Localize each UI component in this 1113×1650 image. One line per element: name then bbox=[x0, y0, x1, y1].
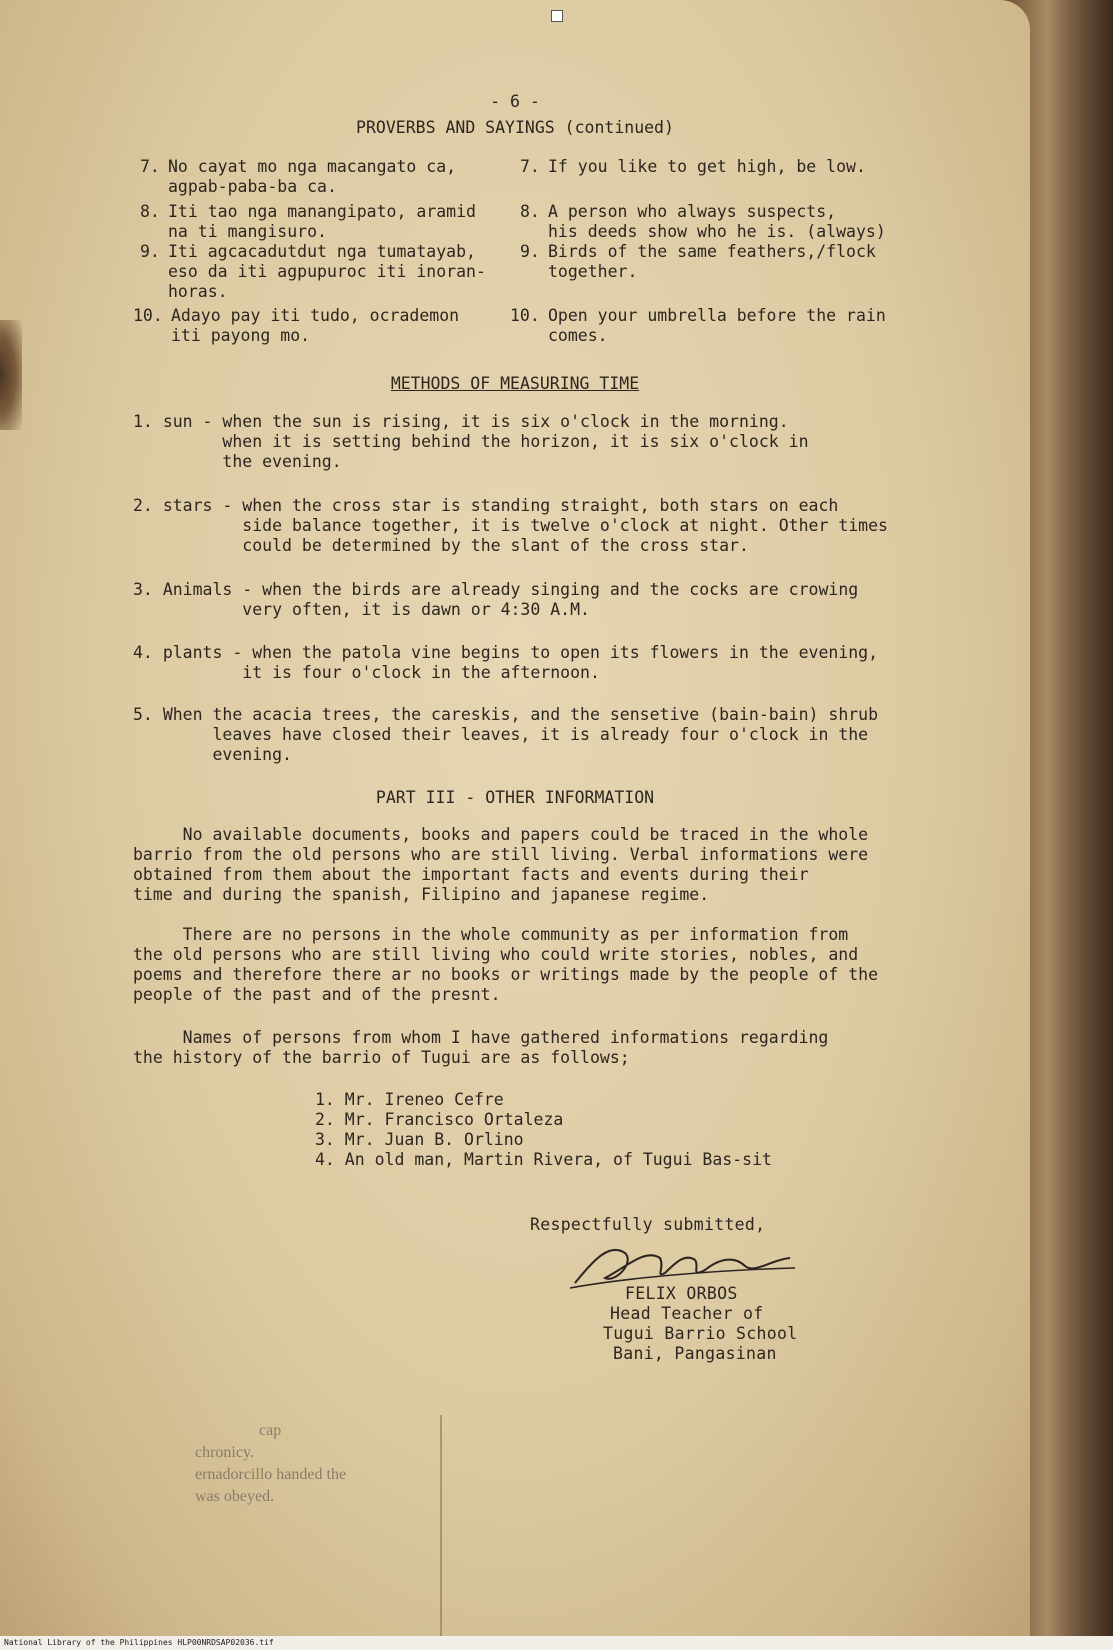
scanner-marker-icon bbox=[551, 10, 563, 22]
proverb-8-ilocano: 8. Iti tao nga manangipato, aramid na ti mangisuro. bbox=[140, 202, 476, 241]
list-item: 4. An old man, Martin Rivera, of Tugui Bas-sit bbox=[315, 1150, 772, 1169]
scan-footer: National Library of the Philippines HLP00NRDSAP02036.tif bbox=[0, 1636, 1113, 1650]
proverbs-title: PROVERBS AND SAYINGS (continued) bbox=[356, 118, 674, 137]
list-item: 2. Mr. Francisco Ortaleza bbox=[315, 1110, 564, 1129]
signer-place: Bani, Pangasinan bbox=[613, 1344, 777, 1363]
proverb-9-ilocano: 9. Iti agcacadutdut nga tumatayab, eso da iti agpupuroc iti inoran- horas. bbox=[140, 242, 486, 301]
part3-paragraph-3: Names of persons from whom I have gathered informations regarding the history of the barrio of Tugui are as follows; bbox=[133, 1028, 829, 1067]
part3-heading: PART III - OTHER INFORMATION bbox=[375, 788, 655, 807]
bleed-through-text: cap chronicy. ernadorcillo handed the was obeyed. bbox=[195, 1422, 347, 1505]
methods-heading: METHODS OF MEASURING TIME bbox=[390, 374, 640, 393]
signer-school: Tugui Barrio School bbox=[603, 1324, 798, 1343]
proverb-10-ilocano: 10. Adayo pay iti tudo, ocrademon iti payong mo. bbox=[133, 306, 460, 345]
informants-list bbox=[315, 1090, 772, 1170]
method-2: 2. stars - when the cross star is standing straight, both stars on each side balance together, it is twelve o'clock at night. Other times could be determined by the slant of the cross star. bbox=[133, 496, 888, 555]
signer-title: Head Teacher of bbox=[610, 1304, 764, 1323]
list-item: 3. Mr. Juan B. Orlino bbox=[315, 1130, 524, 1149]
proverb-9-english: 9. Birds of the same feathers,/flock together. bbox=[520, 242, 876, 281]
page-crease bbox=[440, 1415, 442, 1650]
proverb-7-ilocano: 7. No cayat mo nga macangato ca, agpab-paba-ba ca. bbox=[140, 157, 457, 196]
method-3: 3. Animals - when the birds are already singing and the cocks are crowing very often, it is dawn or 4:30 A.M. bbox=[133, 580, 859, 619]
part3-paragraph-1: No available documents, books and papers could be traced in the whole barrio from the old persons who are still living. Verbal informations were obtained from them about the important facts and events during their time and during the spanish, Filipino and japanese regime. bbox=[133, 825, 869, 904]
page-number: - 6 - bbox=[490, 92, 540, 111]
proverb-10-english: 10. Open your umbrella before the rain comes. bbox=[510, 306, 886, 345]
closing-text: Respectfully submitted, bbox=[530, 1215, 766, 1234]
proverb-7-english: 7. If you like to get high, be low. bbox=[520, 157, 866, 176]
part3-paragraph-2: There are no persons in the whole community as per information from the old persons who are still living who could write stories, nobles, and poems and therefore there ar no books or writings made by the people of the people of the past and of the presnt. bbox=[133, 925, 879, 1004]
method-5: 5. When the acacia trees, the careskis, and the sensetive (bain-bain) shrub leaves have closed their leaves, it is already four o'clock in the evening. bbox=[133, 705, 879, 764]
list-item: 1. Mr. Ireneo Cefre bbox=[315, 1090, 504, 1109]
method-4: 4. plants - when the patola vine begins to open its flowers in the evening, it is four o'clock in the afternoon. bbox=[133, 643, 879, 682]
method-1: 1. sun - when the sun is rising, it is six o'clock in the morning. when it is setting behind the horizon, it is six o'clock in the evening. bbox=[133, 412, 809, 471]
proverb-8-english: 8. A person who always suspects, his deeds show who he is. (always) bbox=[520, 202, 886, 241]
signer-name: FELIX ORBOS bbox=[625, 1284, 738, 1303]
